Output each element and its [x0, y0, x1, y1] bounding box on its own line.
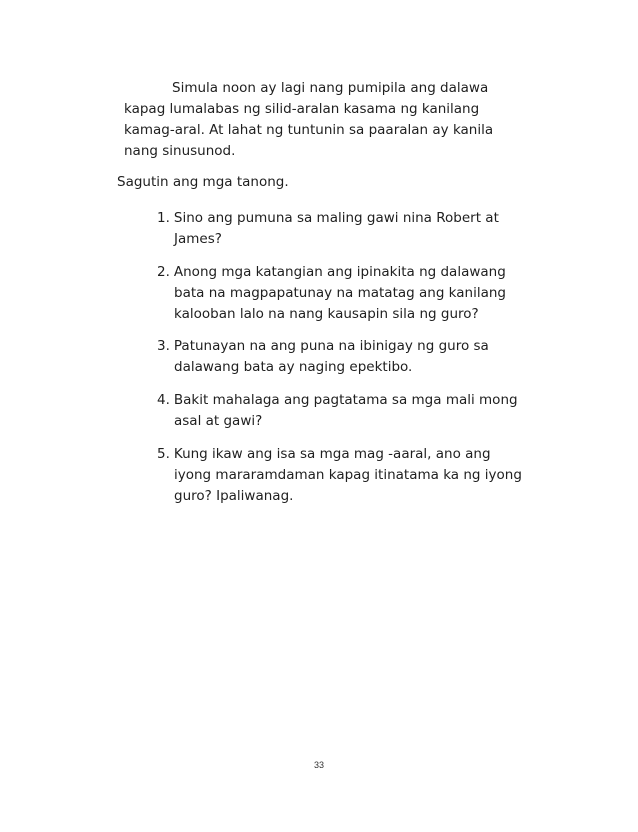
question-text: Anong mga katangian ang ipinakita ng dalawang	[173, 264, 506, 280]
page-number: 33	[313, 760, 324, 770]
question-4	[157, 390, 537, 432]
question-text: asal at gawi?	[174, 413, 263, 429]
passage-line: Simula noon ay lagi nang pumipila ang dalawa	[172, 80, 489, 96]
question-text: kalooban lalo na nang kausapin sila ng guro?	[174, 306, 479, 322]
question-1	[157, 208, 537, 250]
instruction-heading: Sagutin ang mga tanong.	[117, 174, 289, 190]
question-number: 5.	[157, 446, 170, 462]
question-number: 3.	[157, 338, 170, 354]
passage-line: nang sinusunod.	[124, 143, 236, 159]
question-text: James?	[174, 231, 222, 247]
question-number: 1.	[157, 210, 170, 226]
question-text: guro? Ipaliwanag.	[174, 488, 294, 504]
question-text: dalawang bata ay naging epektibo.	[174, 359, 413, 375]
question-2	[157, 262, 537, 325]
question-text: bata na magpapatunay na matatag ang kanilang	[174, 285, 506, 301]
question-5	[157, 444, 537, 507]
question-3	[157, 336, 537, 378]
question-text: Patunayan na ang puna na ibinigay ng guro sa	[173, 338, 489, 354]
question-text: Sino ang pumuna sa maling gawi nina Robert at	[173, 210, 499, 226]
question-number: 2.	[157, 264, 170, 280]
passage-line: kapag lumalabas ng silid-aralan kasama ng kanilang	[124, 101, 480, 117]
question-text: iyong mararamdaman kapag itinatama ka ng iyong	[174, 467, 522, 483]
passage-paragraph	[124, 78, 544, 162]
question-text: Bakit mahalaga ang pagtatama sa mga mali mong	[173, 392, 518, 408]
question-number: 4.	[157, 392, 170, 408]
question-text: Kung ikaw ang isa sa mga mag -aaral, ano ang	[173, 446, 491, 462]
passage-line: kamag-aral. At lahat ng tuntunin sa paaralan ay kanila	[124, 122, 494, 138]
